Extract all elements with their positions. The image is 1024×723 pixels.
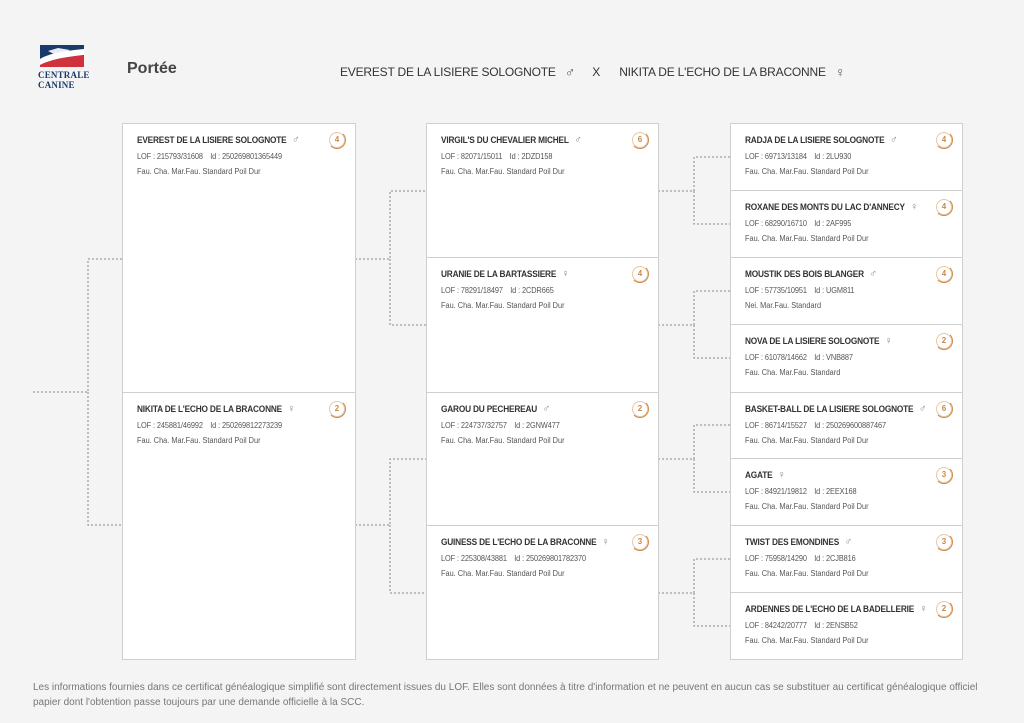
female-icon: ♀ <box>834 64 846 80</box>
grandparent-card[interactable] <box>426 525 659 660</box>
logo-line2: CANINE <box>38 80 75 90</box>
cotation-badge: 2 <box>632 401 648 417</box>
grandparent-card[interactable] <box>426 257 659 393</box>
dog-name: EVEREST DE LA LISIERE SOLOGNOTE <box>137 135 287 145</box>
dog-name: GAROU DU PECHEREAU <box>441 404 538 414</box>
male-icon: ♂ <box>292 134 300 146</box>
dog-race: Fau. Cha. Mar.Fau. Standard Poil Dur <box>745 569 869 578</box>
dog-id: Id : 2EEX168 <box>814 487 857 496</box>
great-grandparent-card[interactable] <box>730 592 963 660</box>
dog-race: Fau. Cha. Mar.Fau. Standard Poil Dur <box>441 569 565 578</box>
cotation-badge: 3 <box>936 467 952 483</box>
lof-number: LOF : 84921/19812 <box>745 487 807 496</box>
lof-number: LOF : 57735/10951 <box>745 286 807 295</box>
dog-name: NOVA DE LA LISIERE SOLOGNOTE <box>745 336 880 346</box>
lof-number: LOF : 224737/32757 <box>441 421 507 430</box>
dog-name: ROXANE DES MONTS DU LAC D'ANNECY <box>745 202 905 212</box>
male-icon: ♂ <box>574 134 582 146</box>
dog-race: Fau. Cha. Mar.Fau. Standard Poil Dur <box>745 167 869 176</box>
dog-id: Id : 2LU930 <box>814 152 852 161</box>
female-icon: ♀ <box>561 268 570 280</box>
dog-id: Id : 2CDR665 <box>510 286 554 295</box>
great-grandparent-card[interactable] <box>730 324 963 393</box>
male-icon: ♂ <box>889 134 898 146</box>
dog-name: NIKITA DE L'ECHO DE LA BRACONNE <box>137 404 283 414</box>
grandparent-card[interactable] <box>426 123 659 258</box>
dog-id: Id : 2AF995 <box>814 219 852 228</box>
cotation-badge: 3 <box>936 534 952 550</box>
cotation-badge: 4 <box>329 132 345 148</box>
cotation-badge: 4 <box>936 266 952 282</box>
lof-number: LOF : 245881/46992 <box>137 421 203 430</box>
female-icon: ♀ <box>601 536 610 548</box>
dog-race: Fau. Cha. Mar.Fau. Standard Poil Dur <box>441 436 565 445</box>
dog-race: Fau. Cha. Mar.Fau. Standard Poil Dur <box>137 436 261 445</box>
disclaimer-footer: Les informations fournies dans ce certificat généalogique simplifié sont directement issues du LOF. Elles sont données à titre d'information et ne peuvent en aucun cas se substituer au certificat généalogique officiel papier dont l'obtention passe toujours par une demande officielle à la SCC. <box>33 682 978 708</box>
great-grandparent-card[interactable] <box>730 525 963 593</box>
parent-card-dam[interactable] <box>122 392 356 660</box>
dog-id: Id : 250269801782370 <box>514 554 587 563</box>
female-icon: ♀ <box>777 469 786 481</box>
header-sire-name: EVEREST DE LA LISIERE SOLOGNOTE <box>340 65 556 79</box>
male-icon: ♂ <box>844 536 852 548</box>
dog-id: Id : 2ENSB52 <box>814 621 858 630</box>
lof-number: LOF : 84242/20777 <box>745 621 807 630</box>
dog-id: Id : 250269600887467 <box>814 421 887 430</box>
cotation-badge: 3 <box>632 534 648 550</box>
dog-id: Id : 250269801365449 <box>210 152 283 161</box>
cotation-badge: 4 <box>936 199 952 215</box>
great-grandparent-card[interactable] <box>730 190 963 258</box>
dog-id: Id : 2CJB816 <box>814 554 856 563</box>
dog-race: Fau. Cha. Mar.Fau. Standard Poil Dur <box>745 502 869 511</box>
cotation-badge: 2 <box>329 401 345 417</box>
header-dam-name: NIKITA DE L'ECHO DE LA BRACONNE <box>619 65 826 79</box>
dog-name: GUINESS DE L'ECHO DE LA BRACONNE <box>441 537 597 547</box>
dog-id: Id : 2DZD158 <box>509 152 553 161</box>
female-icon: ♀ <box>884 335 893 347</box>
lof-number: LOF : 86714/15527 <box>745 421 807 430</box>
page-title: Portée <box>127 60 177 77</box>
dog-id: Id : UGM811 <box>814 286 855 295</box>
dog-name: BASKET-BALL DE LA LISIERE SOLOGNOTE <box>745 404 914 414</box>
male-icon: ♂ <box>542 403 551 415</box>
cotation-badge: 4 <box>632 266 648 282</box>
lof-number: LOF : 68290/16710 <box>745 219 807 228</box>
cotation-badge: 2 <box>936 601 952 617</box>
dog-id: Id : VNB887 <box>814 353 853 362</box>
dog-race: Nei. Mar.Fau. Standard <box>745 301 822 310</box>
grandparent-card[interactable] <box>426 392 659 526</box>
lof-number: LOF : 215793/31608 <box>137 152 203 161</box>
female-icon: ♀ <box>287 403 295 415</box>
great-grandparent-card[interactable] <box>730 123 963 191</box>
dog-name: MOUSTIK DES BOIS BLANGER <box>745 269 864 279</box>
dog-name: URANIE DE LA BARTASSIERE <box>441 269 557 279</box>
dog-race: Fau. Cha. Mar.Fau. Standard Poil Dur <box>441 301 565 310</box>
logo-line1: CENTRALE <box>38 70 90 80</box>
male-icon: ♂ <box>869 268 877 280</box>
dog-name: AGATE <box>745 470 773 480</box>
male-icon: ♂ <box>564 64 576 80</box>
male-icon: ♂ <box>918 403 927 415</box>
dog-race: Fau. Cha. Mar.Fau. Standard Poil Dur <box>441 167 565 176</box>
dog-id: Id : 2GNW477 <box>514 421 560 430</box>
cotation-badge: 6 <box>936 401 952 417</box>
female-icon: ♀ <box>910 201 918 213</box>
dog-race: Fau. Cha. Mar.Fau. Standard Poil Dur <box>745 234 869 243</box>
female-icon: ♀ <box>919 603 928 615</box>
dog-race: Fau. Cha. Mar.Fau. Standard Poil Dur <box>745 636 869 645</box>
dog-race: Fau. Cha. Mar.Fau. Standard Poil Dur <box>745 436 869 445</box>
cotation-badge: 6 <box>632 132 648 148</box>
lof-number: LOF : 78291/18497 <box>441 286 503 295</box>
dog-name: RADJA DE LA LISIERE SOLOGNOTE <box>745 135 885 145</box>
parent-card-sire[interactable] <box>122 123 356 393</box>
cross-symbol: X <box>592 65 601 79</box>
dog-race: Fau. Cha. Mar.Fau. Standard Poil Dur <box>137 167 261 176</box>
lof-number: LOF : 225308/43881 <box>441 554 507 563</box>
dog-name: VIRGIL'S DU CHEVALIER MICHEL <box>441 135 569 145</box>
lof-number: LOF : 69713/13184 <box>745 152 807 161</box>
dog-name: TWIST DES EMONDINES <box>745 537 840 547</box>
cotation-badge: 4 <box>936 132 952 148</box>
cotation-badge: 2 <box>936 333 952 349</box>
dog-name: ARDENNES DE L'ECHO DE LA BADELLERIE <box>745 604 915 614</box>
lof-number: LOF : 75958/14290 <box>745 554 807 563</box>
great-grandparent-card[interactable] <box>730 458 963 526</box>
dog-id: Id : 250269812273239 <box>210 421 283 430</box>
lof-number: LOF : 82071/15011 <box>441 152 503 161</box>
great-grandparent-card[interactable] <box>730 392 963 459</box>
dog-race: Fau. Cha. Mar.Fau. Standard <box>745 368 841 377</box>
lof-number: LOF : 61078/14662 <box>745 353 807 362</box>
great-grandparent-card[interactable] <box>730 257 963 325</box>
